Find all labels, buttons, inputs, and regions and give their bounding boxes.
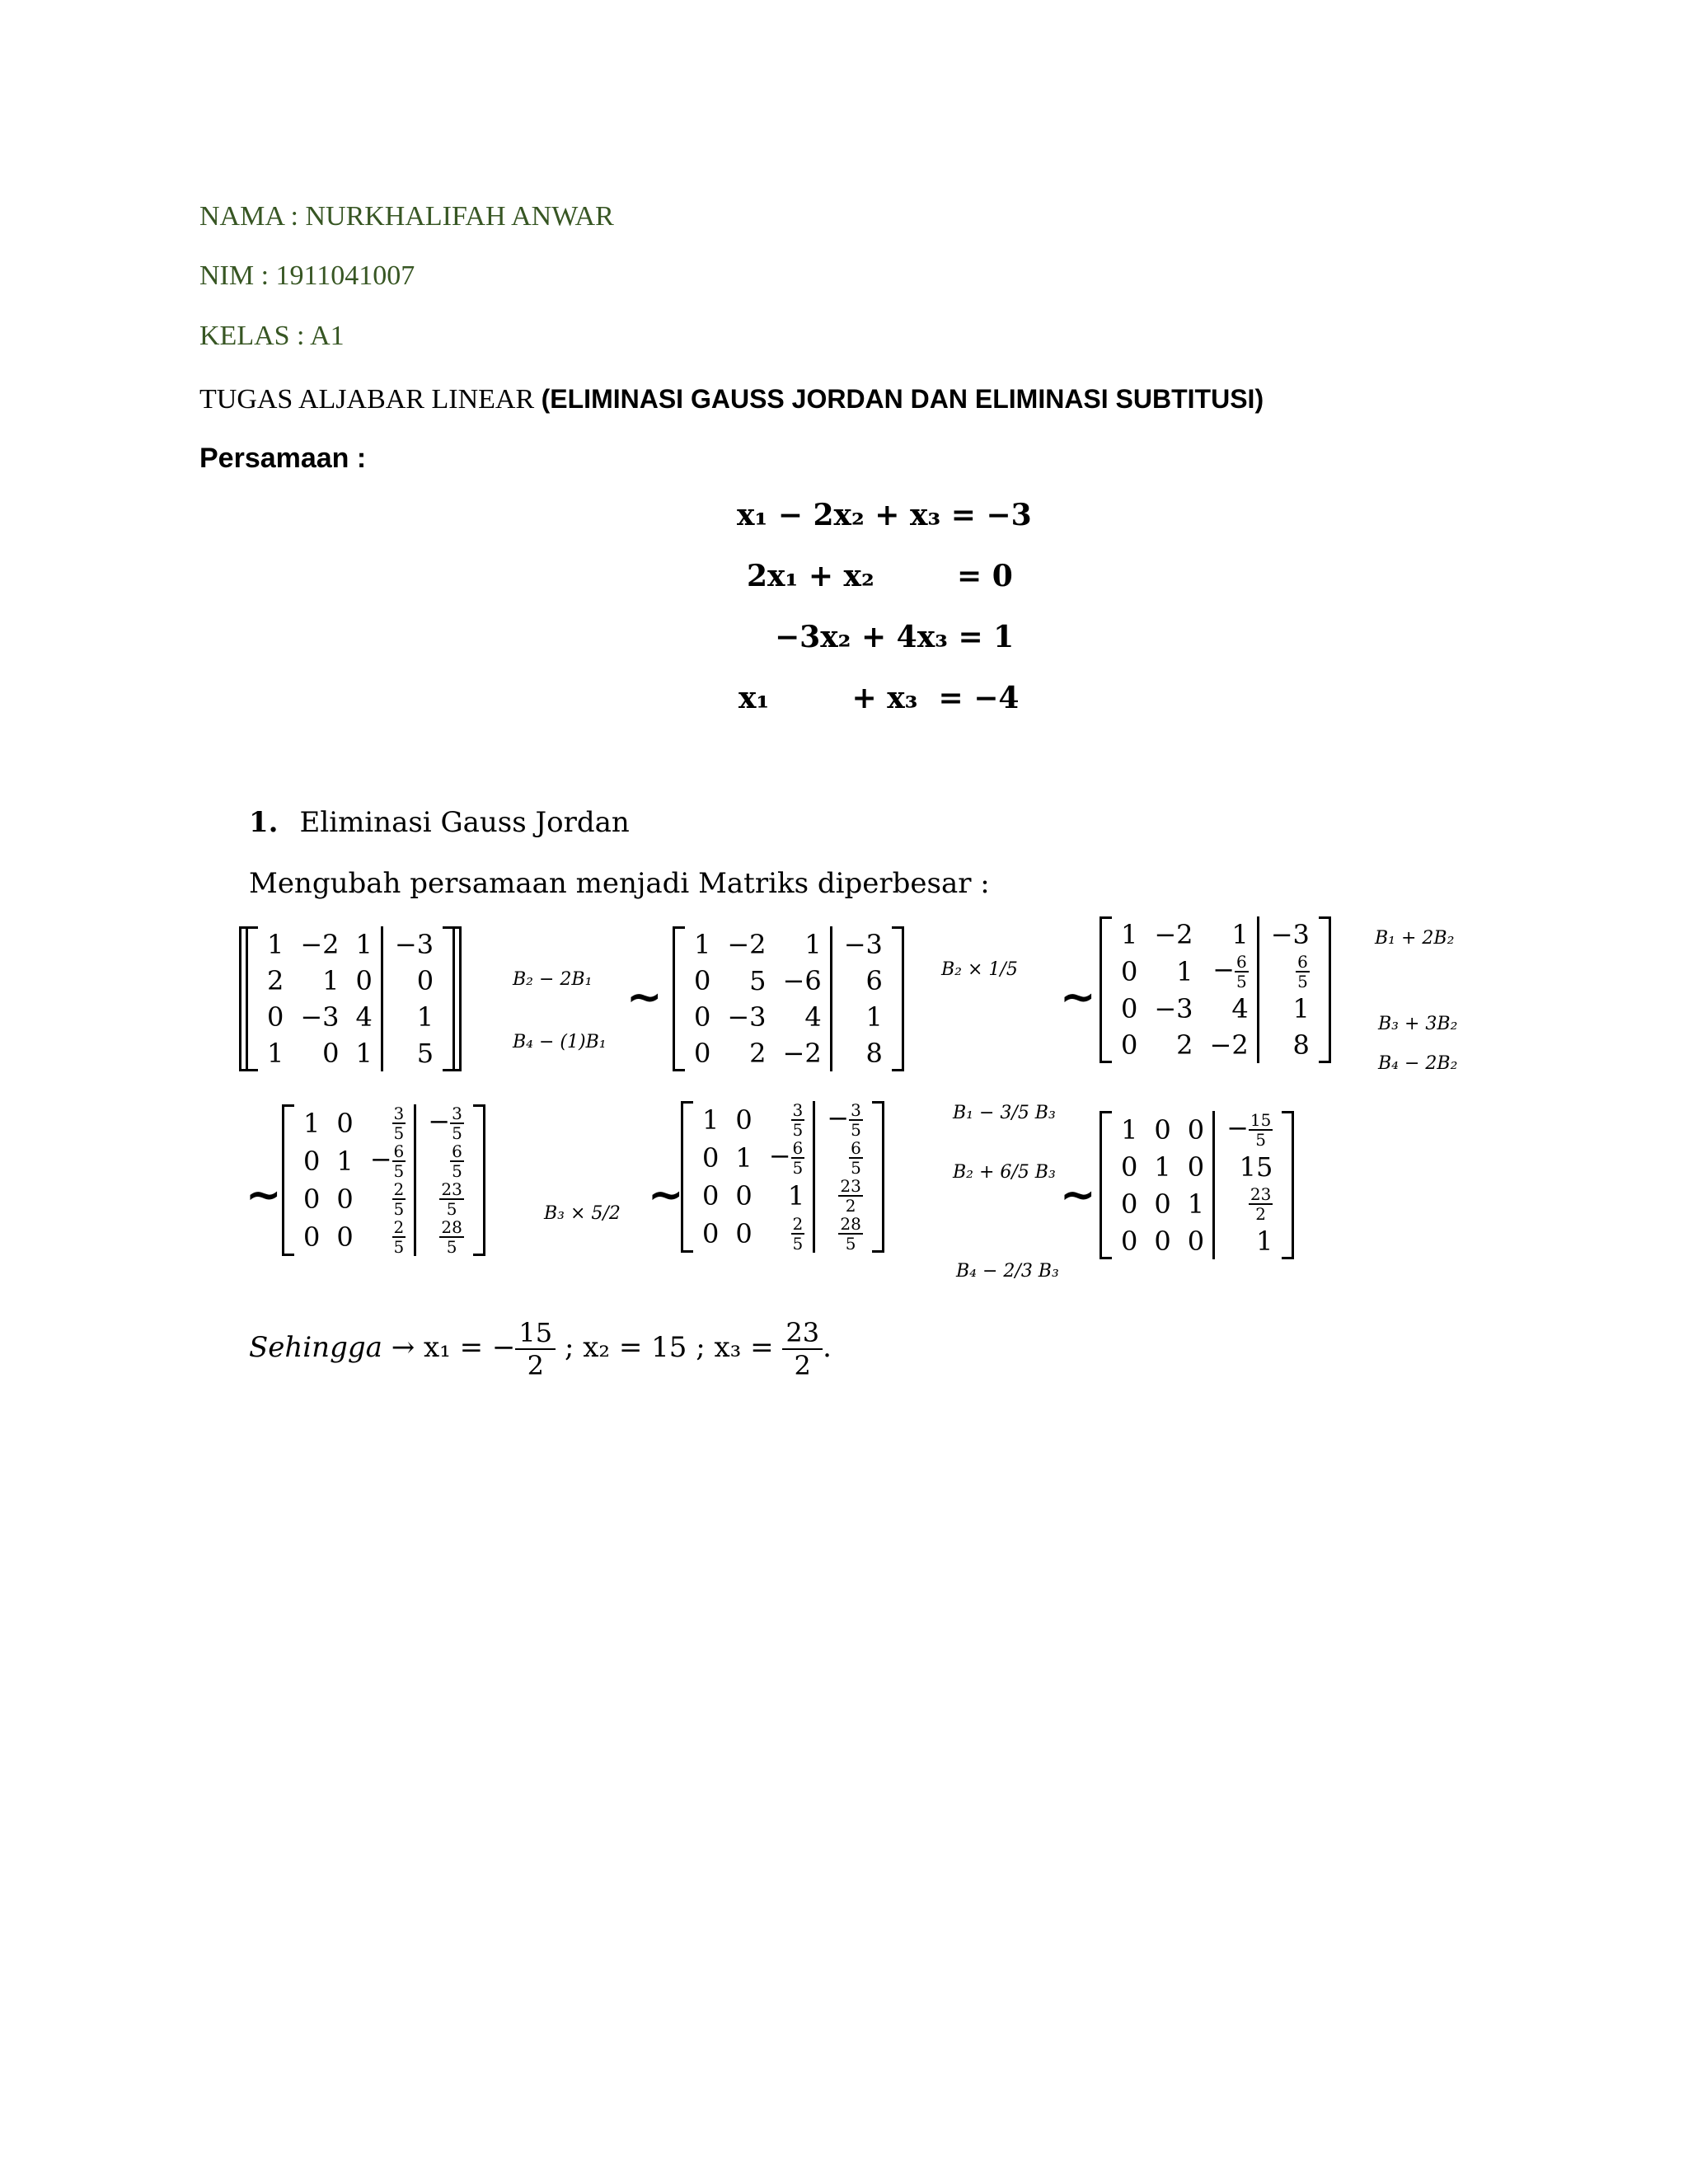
student-nim: NIM : 1911041007 xyxy=(199,260,415,291)
matrix-3 xyxy=(1113,916,1318,1063)
equation-4: x₁ + x₃ = −4 xyxy=(738,681,1020,715)
matrix-row xyxy=(694,1101,871,1139)
matrix-row xyxy=(1113,1223,1281,1259)
matrix-row xyxy=(1113,1111,1281,1149)
equations-heading: Persamaan : xyxy=(199,443,367,474)
outer-left-bracket xyxy=(239,926,251,1071)
operation-label: B₂ + 6/5 B₃ xyxy=(953,1162,1056,1183)
matrix-cell: 0 xyxy=(735,1104,753,1136)
matrix-row xyxy=(1113,953,1318,991)
outer-right-bracket xyxy=(449,926,462,1071)
x1-prefix: x₁ = − xyxy=(424,1331,516,1364)
matrix-cell: 1 xyxy=(382,999,442,1035)
matrix-row xyxy=(259,926,442,963)
operation-label: B₁ − 3/5 B₃ xyxy=(953,1103,1056,1123)
matrix-cell: 0 xyxy=(1121,993,1138,1024)
matrix-row xyxy=(1113,991,1318,1027)
matrix-cell: 0 xyxy=(322,1038,340,1069)
matrix-cell: 1 xyxy=(267,929,284,960)
right-bracket xyxy=(872,1101,884,1253)
matrix-cell: 2 xyxy=(749,1038,767,1069)
matrix-cell: 6 xyxy=(831,963,891,999)
matrix-cell: 0 xyxy=(382,963,442,999)
matrix-cell: 5 xyxy=(749,965,767,996)
matrix-row xyxy=(686,999,891,1035)
x1-denominator: 2 xyxy=(527,1350,544,1381)
matrix-cell: −2 xyxy=(300,929,340,960)
matrix-cell: 1 xyxy=(694,929,711,960)
matrix-row xyxy=(686,926,891,963)
section-number: 1. xyxy=(249,806,279,839)
right-bracket xyxy=(1319,916,1331,1063)
student-class: KELAS : A1 xyxy=(199,321,345,351)
matrix-row xyxy=(1113,1027,1318,1063)
matrix-cell: −3 xyxy=(1154,993,1193,1024)
matrix-cell: −3 xyxy=(727,1001,767,1033)
left-bracket xyxy=(673,926,685,1071)
matrix-cell: 2 xyxy=(267,965,284,996)
tilde-symbol: ~ xyxy=(626,972,663,1022)
matrix-cell: $\frac{28}{5}$ xyxy=(814,1215,871,1253)
matrix-cell: 1 xyxy=(1187,1188,1205,1220)
matrix-cell: −3 xyxy=(831,926,891,963)
right-bracket xyxy=(1282,1111,1294,1259)
equation-2: 2x₁ + x₂ = 0 xyxy=(747,559,1013,593)
left-bracket xyxy=(681,1101,693,1253)
matrix-cell: 1 xyxy=(267,1038,284,1069)
matrix-cell: $\frac{6}{5}$ xyxy=(1258,953,1318,991)
operation-label: B₄ − 2B₂ xyxy=(1378,1053,1458,1074)
matrix-table xyxy=(295,1104,472,1256)
matrix-row xyxy=(694,1139,871,1177)
title-bold: (ELIMINASI GAUSS JORDAN DAN ELIMINASI SUBTITUSI) xyxy=(541,384,1264,414)
right-bracket xyxy=(473,1104,485,1256)
matrix-cell: $\frac{28}{5}$ xyxy=(415,1218,472,1256)
matrix-cell: 0 xyxy=(303,1221,321,1253)
left-bracket xyxy=(1100,916,1112,1063)
matrix-table xyxy=(1113,1111,1281,1259)
matrix-cell: 0 xyxy=(1187,1114,1205,1146)
matrix-row xyxy=(295,1180,472,1218)
matrix-cell: 4 xyxy=(355,1001,373,1033)
matrix-cell: − $\frac{6}{5}$ xyxy=(369,1141,405,1181)
matrix-table xyxy=(694,1101,871,1253)
matrix-cell: 0 xyxy=(694,1001,711,1033)
matrix-cell: $\frac{6}{5}$ xyxy=(814,1139,871,1177)
matrix-cell: 0 xyxy=(267,1001,284,1033)
matrix-1 xyxy=(259,926,442,1071)
assignment-title xyxy=(199,384,1264,415)
tilde-symbol: ~ xyxy=(1060,1170,1096,1220)
matrix-cell: 1 xyxy=(1214,1223,1282,1259)
matrix-row xyxy=(295,1218,472,1256)
operation-label: B₂ − 2B₁ xyxy=(513,969,593,990)
operation-label: B₂ × 1/5 xyxy=(941,959,1018,980)
operation-label: B₃ × 5/2 xyxy=(544,1203,621,1224)
matrix-cell: 0 xyxy=(355,965,373,996)
x3-numerator: 23 xyxy=(782,1317,823,1350)
matrix-row xyxy=(259,963,442,999)
x1-numerator: 15 xyxy=(515,1317,556,1350)
matrix-cell: 0 xyxy=(336,1183,354,1215)
left-bracket xyxy=(1100,1111,1112,1259)
matrix-cell: − $\frac{15}{5}$ xyxy=(1214,1111,1282,1149)
matrix-cell: 1 xyxy=(303,1108,321,1139)
matrix-cell: 0 xyxy=(702,1218,720,1249)
matrix-cell: 2 xyxy=(1176,1029,1193,1061)
matrix-cell: 0 xyxy=(1121,1151,1138,1183)
matrix-cell: −2 xyxy=(727,929,767,960)
matrix-cell: 1 xyxy=(1121,919,1138,950)
matrix-cell: 1 xyxy=(322,965,340,996)
matrix-cell: 0 xyxy=(303,1183,321,1215)
section-heading xyxy=(249,806,630,839)
matrix-cell: 0 xyxy=(702,1142,720,1174)
matrix-cell: 0 xyxy=(702,1180,720,1212)
matrix-2 xyxy=(686,926,891,1071)
matrix-row xyxy=(1113,916,1318,953)
matrix-cell: 1 xyxy=(1154,1151,1171,1183)
matrix-cell: 8 xyxy=(1258,1027,1318,1063)
matrix-cell: − $\frac{6}{5}$ xyxy=(1212,952,1247,991)
matrix-row xyxy=(686,1035,891,1071)
result-label: Sehingga xyxy=(249,1331,382,1364)
matrix-cell: $\frac{23}{2}$ xyxy=(1214,1185,1282,1223)
matrix-cell: 1 xyxy=(355,929,373,960)
matrix-cell: 1 xyxy=(1258,991,1318,1027)
tilde-symbol: ~ xyxy=(246,1170,282,1220)
operation-label: B₁ + 2B₂ xyxy=(1375,928,1455,949)
matrix-cell: 1 xyxy=(1121,1114,1138,1146)
equation-1: x₁ − 2x₂ + x₃ = −3 xyxy=(737,498,1032,532)
title-plain: TUGAS ALJABAR LINEAR xyxy=(199,384,542,415)
matrix-cell: 0 xyxy=(336,1108,354,1139)
student-name: NAMA : NURKHALIFAH ANWAR xyxy=(199,201,614,232)
tilde-symbol: ~ xyxy=(648,1170,684,1220)
matrix-cell: 0 xyxy=(735,1218,753,1249)
matrix-row xyxy=(694,1177,871,1215)
operation-label: B₃ + 3B₂ xyxy=(1378,1014,1458,1034)
matrix-cell: 0 xyxy=(1121,1226,1138,1257)
x2-x3-part: ; x₂ = 15 ; x₃ = xyxy=(556,1331,783,1364)
matrix-cell: − $\frac{3}{5}$ xyxy=(814,1101,871,1139)
matrix-cell: 1 xyxy=(804,929,822,960)
operation-label: B₄ − 2/3 B₃ xyxy=(956,1261,1059,1282)
matrix-cell: 4 xyxy=(804,1001,822,1033)
matrix-cell: $\frac{2}{5}$ xyxy=(393,1217,405,1257)
matrix-cell: 0 xyxy=(694,1038,711,1069)
x1-fraction xyxy=(515,1317,556,1381)
matrix-cell: $\frac{2}{5}$ xyxy=(792,1214,804,1254)
operation-label: B₄ − (1)B₁ xyxy=(513,1032,607,1052)
matrix-row xyxy=(295,1104,472,1142)
matrix-cell: 0 xyxy=(1187,1226,1205,1257)
matrix-row xyxy=(694,1215,871,1253)
solution-line xyxy=(249,1317,832,1381)
matrix-6 xyxy=(1113,1111,1281,1259)
matrix-cell: 1 xyxy=(1176,956,1193,987)
matrix-cell: $\frac{3}{5}$ xyxy=(393,1104,405,1143)
matrix-cell: − $\frac{3}{5}$ xyxy=(415,1104,472,1142)
matrix-row xyxy=(259,999,442,1035)
matrix-row xyxy=(686,963,891,999)
matrix-cell: 0 xyxy=(1154,1188,1171,1220)
matrix-cell: 0 xyxy=(694,965,711,996)
matrix-cell: 0 xyxy=(735,1180,753,1212)
matrix-cell: 15 xyxy=(1214,1149,1282,1185)
matrix-row xyxy=(259,1035,442,1071)
matrix-cell: 0 xyxy=(1121,1029,1138,1061)
x3-fraction xyxy=(782,1317,823,1381)
result-end: . xyxy=(823,1331,832,1364)
matrix-cell: 1 xyxy=(735,1142,753,1174)
arrow-icon: → xyxy=(391,1331,415,1364)
matrix-cell: 1 xyxy=(355,1038,373,1069)
matrix-cell: 1 xyxy=(336,1146,354,1177)
matrix-cell: 1 xyxy=(787,1180,805,1212)
matrix-cell: $\frac{23}{2}$ xyxy=(814,1177,871,1215)
matrix-cell: −2 xyxy=(1209,1029,1249,1061)
matrix-cell: 1 xyxy=(831,999,891,1035)
matrix-cell: $\frac{3}{5}$ xyxy=(792,1100,804,1140)
matrix-5 xyxy=(694,1101,871,1253)
matrix-cell: 0 xyxy=(1154,1226,1171,1257)
matrix-cell: −3 xyxy=(1258,916,1318,953)
x3-denominator: 2 xyxy=(794,1350,811,1381)
matrix-cell: 5 xyxy=(382,1035,442,1071)
matrix-cell: 0 xyxy=(1121,956,1138,987)
matrix-cell: 1 xyxy=(702,1104,720,1136)
matrix-cell: $\frac{2}{5}$ xyxy=(393,1179,405,1219)
matrix-cell: 0 xyxy=(1187,1151,1205,1183)
matrix-cell: −2 xyxy=(1154,919,1193,950)
matrix-cell: $\frac{23}{5}$ xyxy=(415,1180,472,1218)
right-bracket xyxy=(892,926,904,1071)
tilde-symbol: ~ xyxy=(1060,972,1096,1022)
matrix-cell: 4 xyxy=(1231,993,1249,1024)
matrix-4 xyxy=(295,1104,472,1256)
matrix-cell: −2 xyxy=(782,1038,822,1069)
section-title: Eliminasi Gauss Jordan xyxy=(299,806,630,839)
matrix-cell: − $\frac{6}{5}$ xyxy=(768,1138,804,1178)
matrix-cell: 0 xyxy=(303,1146,321,1177)
matrix-cell: $\frac{6}{5}$ xyxy=(415,1142,472,1180)
matrix-table xyxy=(1113,916,1318,1063)
equation-3: −3x₂ + 4x₃ = 1 xyxy=(775,620,1015,654)
matrix-cell: −6 xyxy=(782,965,822,996)
matrix-cell: −3 xyxy=(300,1001,340,1033)
matrix-cell: 0 xyxy=(1121,1188,1138,1220)
matrix-cell: 0 xyxy=(336,1221,354,1253)
section-intro: Mengubah persamaan menjadi Matriks diperbesar : xyxy=(249,867,990,900)
matrix-cell: 0 xyxy=(1154,1114,1171,1146)
matrix-cell: 8 xyxy=(831,1035,891,1071)
left-bracket xyxy=(282,1104,294,1256)
matrix-row xyxy=(295,1142,472,1180)
matrix-cell: 1 xyxy=(1231,919,1249,950)
matrix-table xyxy=(259,926,442,1071)
matrix-row xyxy=(1113,1185,1281,1223)
matrix-row xyxy=(1113,1149,1281,1185)
matrix-table xyxy=(686,926,891,1071)
matrix-cell: −3 xyxy=(382,926,442,963)
